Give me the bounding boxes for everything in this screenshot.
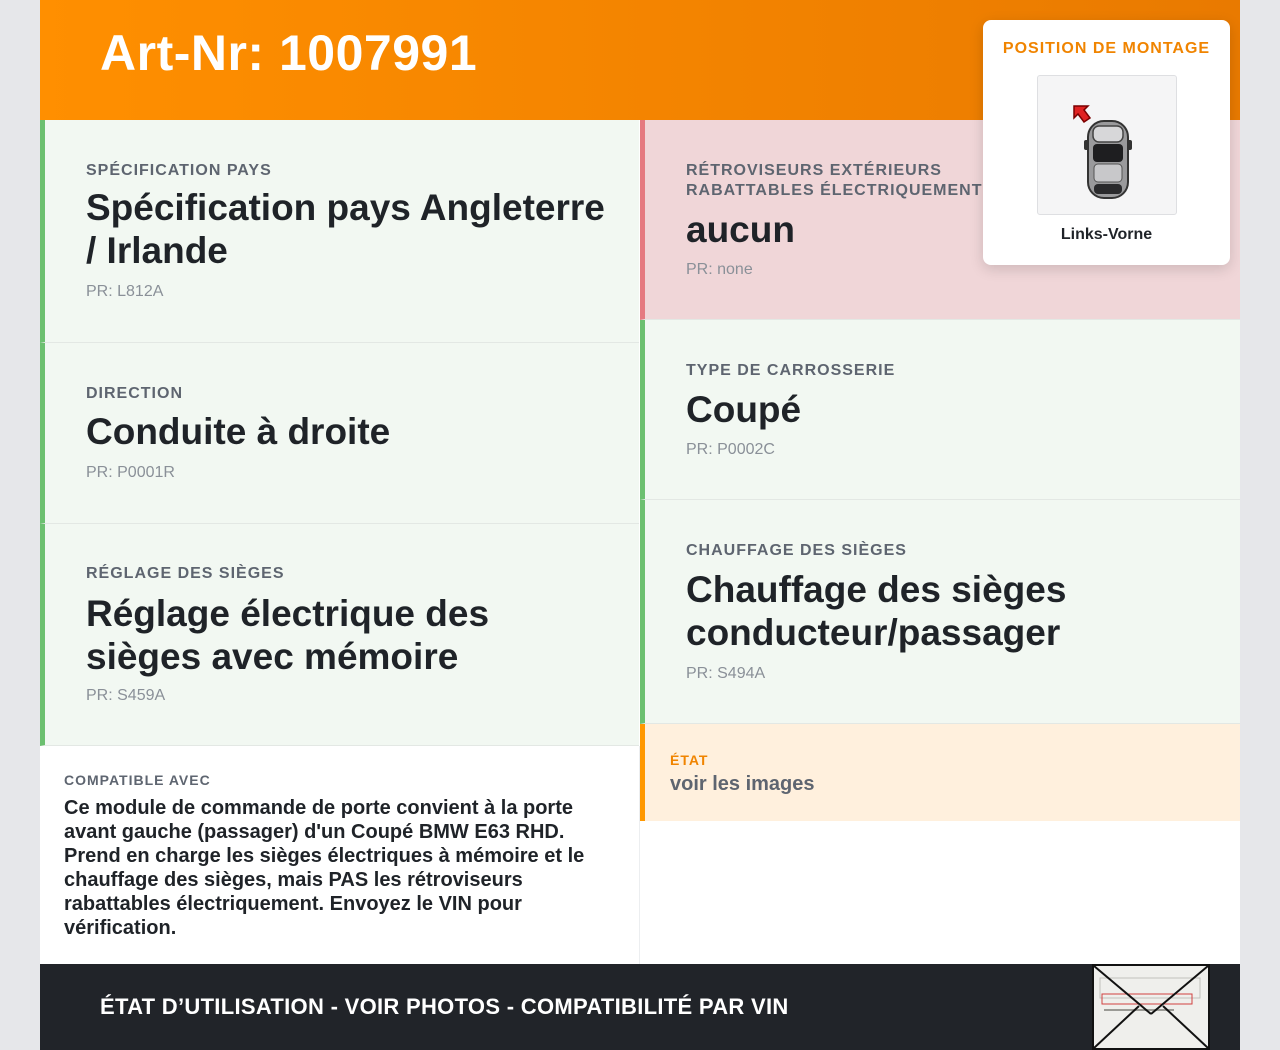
- spec-pr-code: PR: none: [686, 261, 753, 278]
- spec-value: Réglage électrique des sièges avec mémoire: [86, 593, 490, 677]
- seat-adjust-cell: [40, 524, 639, 746]
- spec-pr-code: PR: S459A: [86, 687, 166, 704]
- compatibility-section: [40, 746, 640, 964]
- spec-label: TYPE DE CARROSSERIE: [686, 362, 896, 379]
- footer-text: ÉTAT D’UTILISATION - VOIR PHOTOS - COMPATIBILITÉ PAR VIN: [100, 994, 789, 1019]
- vehicle-document-thumbnail: [1092, 964, 1210, 1050]
- spec-country-cell: [40, 120, 639, 343]
- compatibility-text: Ce module de commande de porte convient à la porte avant gauche (passager) d'un Coupé BMW E63 RHD. Prend en charge les sièges électriques à mémoire et le chauffage des sièges, mais PAS les rétroviseurs rabattables électriquement. Envoyez le VIN pour vérification.: [64, 797, 585, 939]
- condition-label: ÉTAT: [670, 752, 709, 768]
- spec-value: aucun: [686, 209, 795, 250]
- spec-label: RÉGLAGE DES SIÈGES: [86, 565, 285, 582]
- mounting-position-title: POSITION DE MONTAGE: [1002, 40, 1211, 57]
- spec-label: SPÉCIFICATION PAYS: [86, 162, 272, 179]
- spec-value: Chauffage des sièges conducteur/passager: [686, 569, 1067, 653]
- body-type-cell: [640, 320, 1240, 500]
- spec-value: Coupé: [686, 389, 802, 430]
- envelope-icon: [1094, 966, 1208, 1048]
- spec-label: CHAUFFAGE DES SIÈGES: [686, 542, 907, 559]
- article-number-title: Art-Nr: 1007991: [100, 25, 478, 81]
- condition-value: voir les images: [670, 773, 815, 795]
- spec-pr-code: PR: P0002C: [686, 441, 775, 458]
- steering-cell: [40, 343, 639, 524]
- spec-pr-code: PR: L812A: [86, 283, 164, 300]
- spec-label: RÉTROVISEURS EXTÉRIEURS RABATTABLES ÉLECTRIQUEMENT: [686, 162, 983, 199]
- footer-bar: [40, 964, 1240, 1050]
- mounting-position-card: [983, 20, 1230, 265]
- compatibility-label: COMPATIBLE AVEC: [64, 772, 211, 788]
- mounting-position-caption: Links-Vorne: [1060, 226, 1153, 243]
- spec-pr-code: PR: P0001R: [86, 464, 175, 481]
- spec-pr-code: PR: S494A: [686, 665, 766, 682]
- seat-heating-cell: [640, 500, 1240, 724]
- car-top-view-icon: [1038, 76, 1176, 214]
- spec-value: Conduite à droite: [86, 411, 391, 452]
- product-sheet: [40, 0, 1240, 1050]
- spec-value: Spécification pays Angleterre / Irlande: [86, 187, 605, 271]
- car-position-image: [1037, 75, 1177, 215]
- spec-label: DIRECTION: [86, 385, 183, 402]
- condition-cell: [640, 724, 1240, 821]
